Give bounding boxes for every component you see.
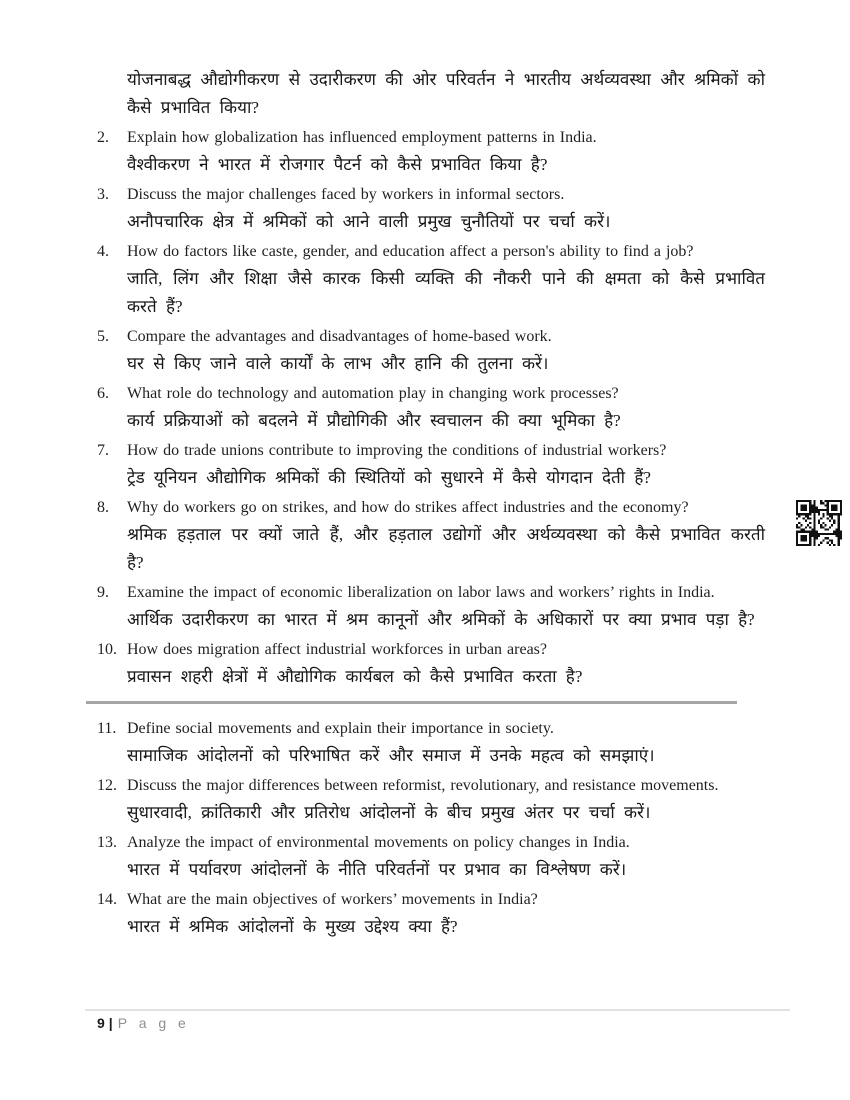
question-text-hindi: सामाजिक आंदोलनों को परिभाषित करें और समाज में उनके महत्व को समझाएं। [127, 746, 655, 765]
question-number: 11. [97, 720, 117, 737]
question-text-hindi: आर्थिक उदारीकरण का भारत में श्रम कानूनों और श्रमिकों के अधिकारों पर क्या प्रभाव पड़ा है? [127, 610, 755, 629]
question-body [127, 773, 765, 827]
question-text-hindi: श्रमिक हड़ताल पर क्यों जाते हैं, और हड़ताल उद्योगों और अर्थव्यवस्था को कैसे प्रभावित करती है? [127, 525, 765, 572]
question-text-english: Why do workers go on strikes, and how do strikes affect industries and the economy? [127, 499, 689, 516]
question-body [127, 239, 765, 321]
footer-divider-line [85, 1009, 790, 1011]
question-text-english: Define social movements and explain their importance in society. [127, 720, 554, 737]
question-text-hindi: भारत में पर्यावरण आंदोलनों के नीति परिवर्तनों पर प्रभाव का विश्लेषण करें। [127, 860, 627, 879]
question-text-english: Explain how globalization has influenced employment patterns in India. [127, 129, 597, 146]
question-item [97, 580, 765, 634]
question-number: 7. [97, 442, 109, 459]
question-text-english: Discuss the major challenges faced by workers in informal sectors. [127, 186, 565, 203]
question-body [127, 580, 765, 634]
page-number: 9 [97, 1015, 105, 1031]
question-section-employment [97, 66, 765, 691]
question-text-english: How does migration affect industrial workforces in urban areas? [127, 641, 548, 658]
footer-separator: | [108, 1015, 113, 1031]
question-body [127, 381, 765, 435]
question-number: 10. [97, 641, 117, 658]
question-item [97, 716, 765, 770]
question-item [97, 495, 765, 577]
question-number: 5. [97, 328, 109, 345]
question-number: 4. [97, 243, 109, 260]
question-text-hindi: कार्य प्रक्रियाओं को बदलने में प्रौद्योगिकी और स्वचालन की क्या भूमिका है? [127, 411, 621, 430]
question-number [97, 66, 127, 122]
question-text-english: How do factors like caste, gender, and education affect a person's ability to find a job? [127, 243, 694, 260]
question-text-english: Compare the advantages and disadvantages of home-based work. [127, 328, 552, 345]
question-text-english: Discuss the major differences between reformist, revolutionary, and resistance movements. [127, 777, 719, 794]
question-body [127, 324, 765, 378]
question-number: 8. [97, 499, 109, 516]
section-divider [86, 701, 737, 704]
question-text-hindi: योजनाबद्ध औद्योगीकरण से उदारीकरण की ओर परिवर्तन ने भारतीय अर्थव्यवस्था और श्रमिकों को कैसे प्रभावित किया? [127, 70, 765, 117]
question-number: 14. [97, 891, 117, 908]
question-item [97, 438, 765, 492]
question-item [97, 239, 765, 321]
question-text-hindi: वैश्वीकरण ने भारत में रोजगार पैटर्न को कैसे प्रभावित किया है? [127, 155, 548, 174]
question-body [127, 66, 765, 122]
question-number: 6. [97, 385, 109, 402]
question-text-english: What are the main objectives of workers’ movements in India? [127, 891, 538, 908]
page-number-label [97, 1015, 190, 1031]
question-section-movements [97, 716, 765, 941]
question-body [127, 438, 765, 492]
question-text-english: How do trade unions contribute to improving the conditions of industrial workers? [127, 442, 667, 459]
question-text-english: What role do technology and automation play in changing work processes? [127, 385, 619, 402]
question-body [127, 637, 765, 691]
question-text-hindi: प्रवासन शहरी क्षेत्रों में औद्योगिक कार्यबल को कैसे प्रभावित करता है? [127, 667, 583, 686]
question-body [127, 182, 765, 236]
question-item [97, 182, 765, 236]
question-number: 13. [97, 834, 117, 851]
question-number: 9. [97, 584, 109, 601]
question-number: 2. [97, 129, 109, 146]
question-text-hindi: ट्रेड यूनियन औद्योगिक श्रमिकों की स्थितियों को सुधारने में कैसे योगदान देती हैं? [127, 468, 651, 487]
question-body [127, 830, 765, 884]
question-body [127, 887, 765, 941]
question-item [97, 637, 765, 691]
question-body [127, 716, 765, 770]
question-text-hindi: भारत में श्रमिक आंदोलनों के मुख्य उद्देश्य क्या हैं? [127, 917, 458, 936]
question-number: 3. [97, 186, 109, 203]
question-text-hindi: जाति, लिंग और शिक्षा जैसे कारक किसी व्यक्ति की नौकरी पाने की क्षमता को कैसे प्रभावित करते हैं? [127, 269, 765, 316]
question-text-hindi: घर से किए जाने वाले कार्यों के लाभ और हानि की तुलना करें। [127, 354, 549, 373]
question-item [97, 830, 765, 884]
question-body [127, 495, 765, 577]
question-item [97, 773, 765, 827]
question-text-english: Examine the impact of economic liberalization on labor laws and workers’ rights in India. [127, 584, 715, 601]
page-word: P a g e [117, 1015, 190, 1031]
qr-code-icon [794, 497, 844, 549]
question-body [127, 125, 765, 179]
question-item [97, 66, 765, 122]
question-text-hindi: सुधारवादी, क्रांतिकारी और प्रतिरोध आंदोलनों के बीच प्रमुख अंतर पर चर्चा करें। [127, 803, 651, 822]
question-list [97, 66, 765, 944]
question-item [97, 324, 765, 378]
question-item [97, 381, 765, 435]
question-text-english: Analyze the impact of environmental movements on policy changes in India. [127, 834, 630, 851]
question-item [97, 125, 765, 179]
question-number: 12. [97, 777, 117, 794]
question-item [97, 887, 765, 941]
question-text-hindi: अनौपचारिक क्षेत्र में श्रमिकों को आने वाली प्रमुख चुनौतियों पर चर्चा करें। [127, 212, 611, 231]
